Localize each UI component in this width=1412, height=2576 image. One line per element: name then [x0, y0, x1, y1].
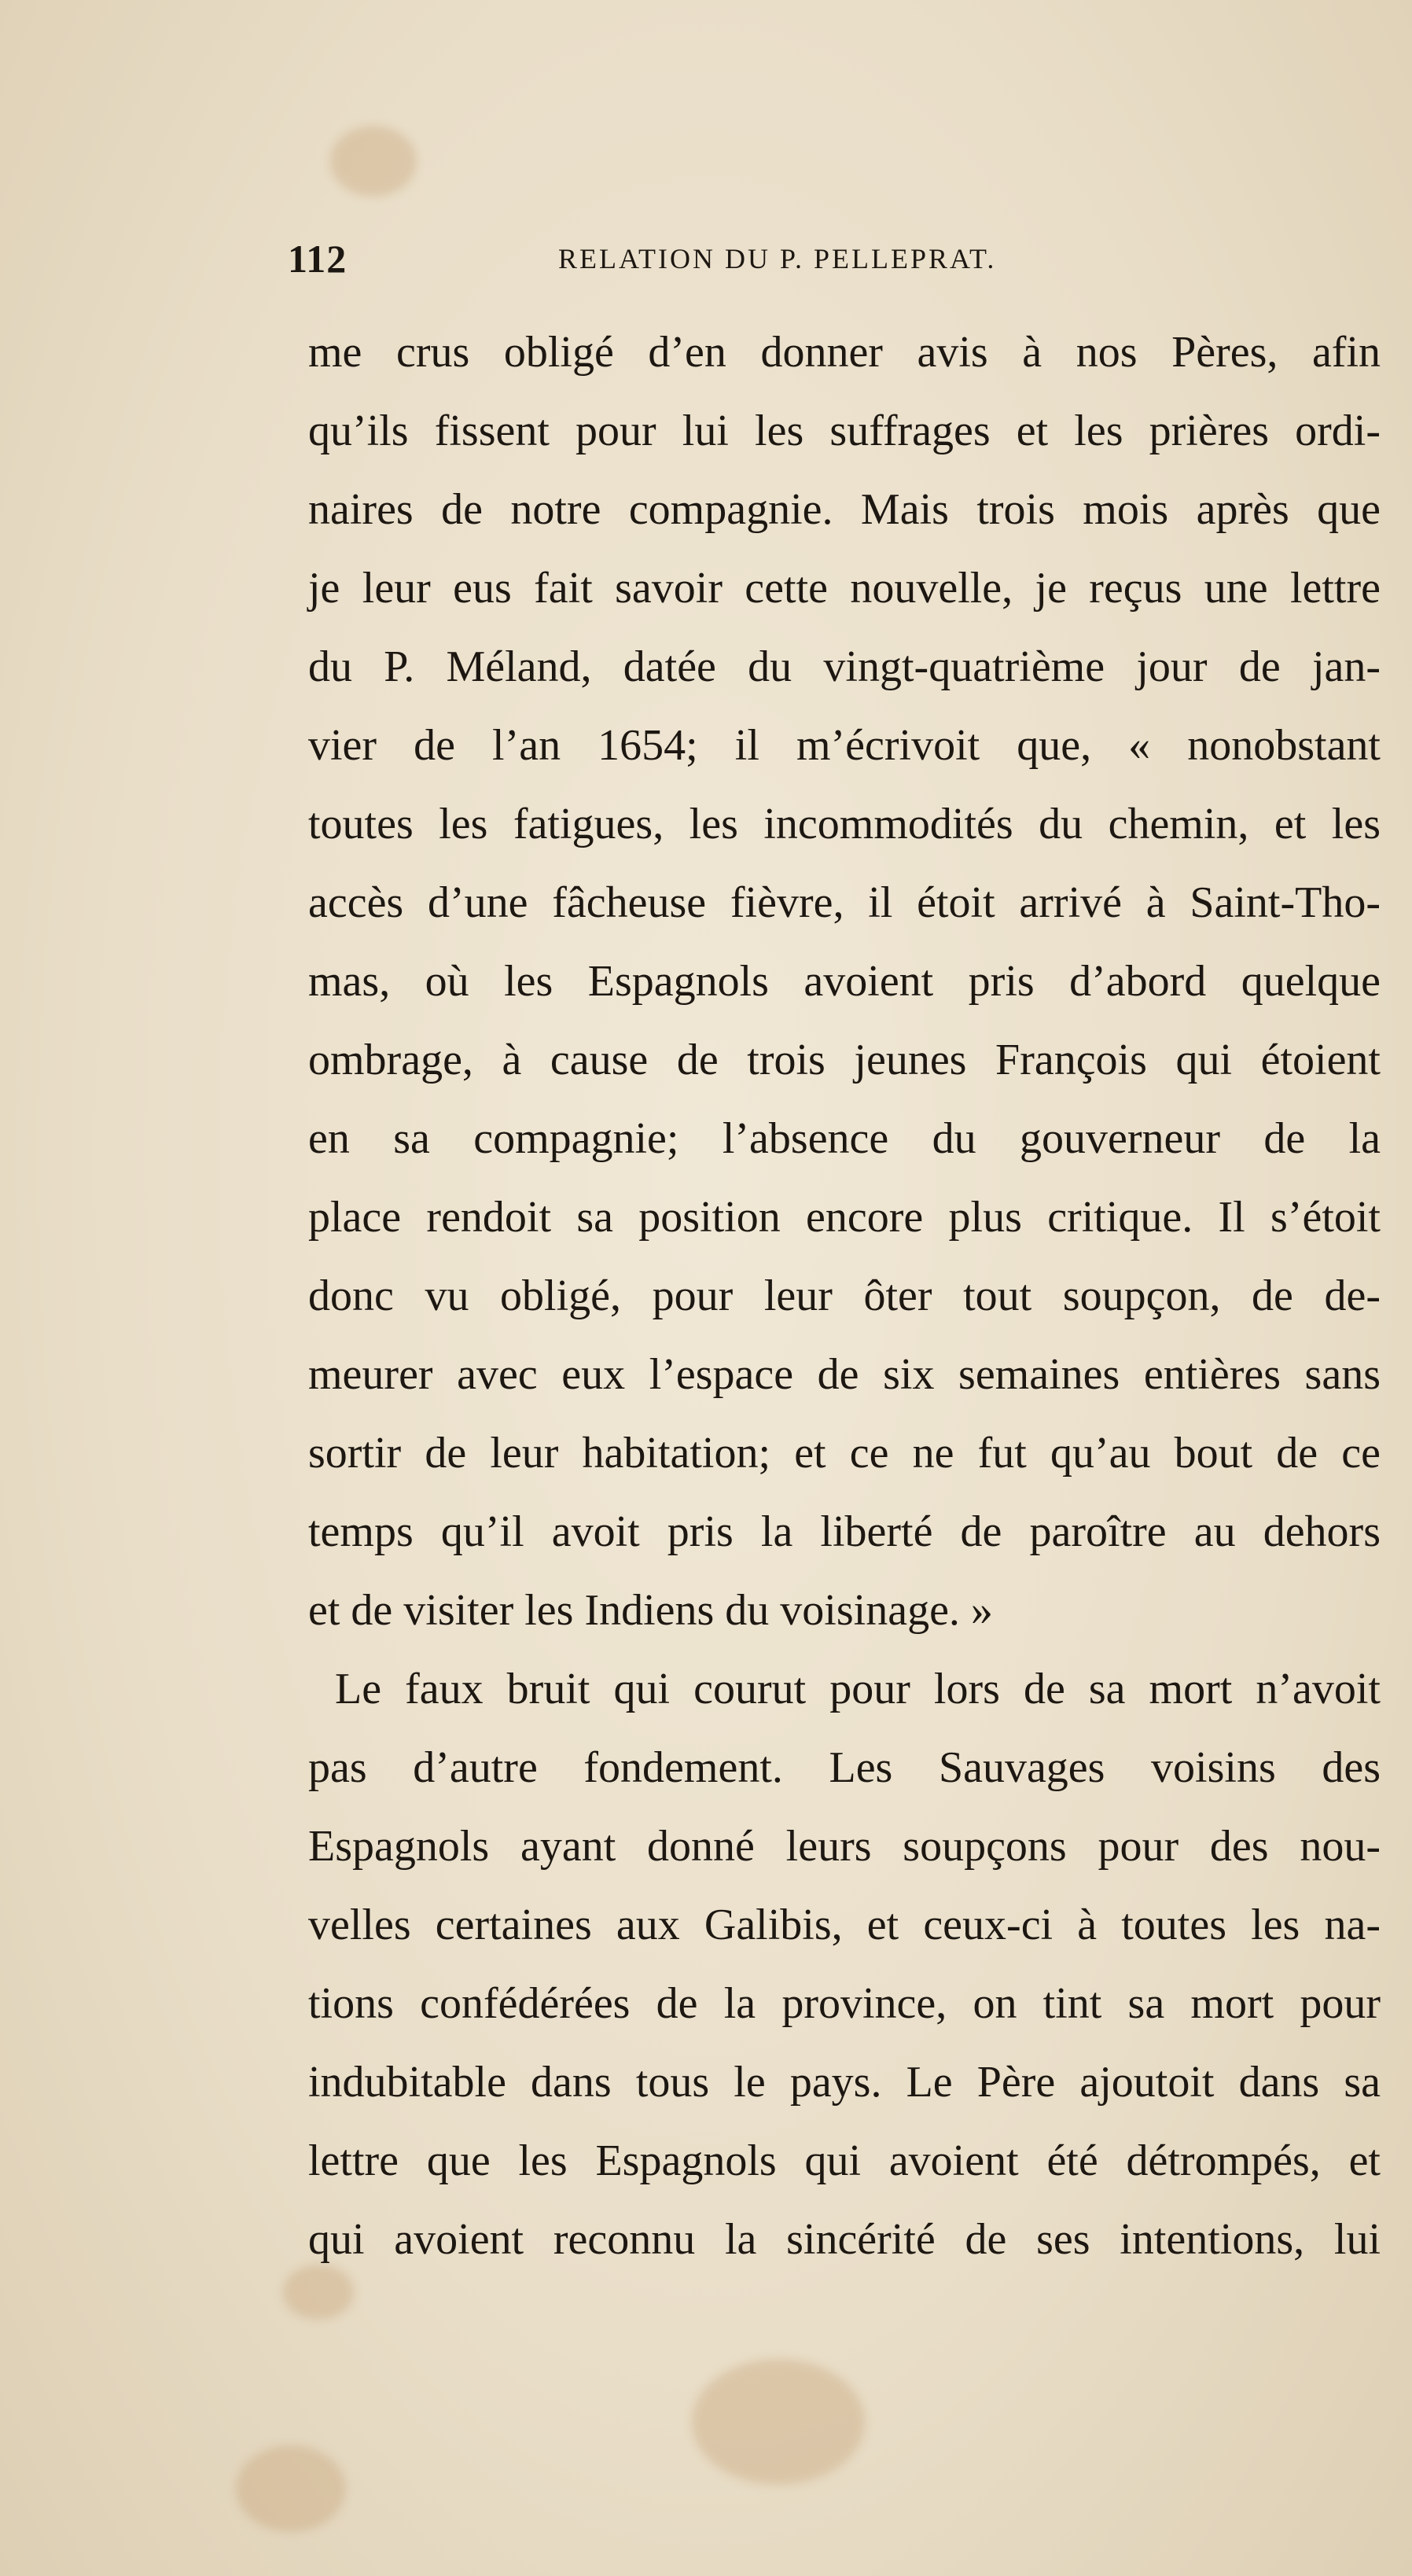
foxing-stain	[236, 2445, 346, 2532]
text-line: ombrage, à cause de trois jeunes François qui étoient	[308, 1036, 1381, 1084]
text-line: temps qu’il avoit pris la liberté de paroître au dehors	[308, 1507, 1381, 1556]
text-line: indubitable dans tous le pays. Le Père ajoutoit dans sa	[308, 2058, 1381, 2107]
text-line: du P. Méland, datée du vingt-quatrième jour de jan-	[308, 642, 1381, 691]
text-line: meurer avec eux l’espace de six semaines entières sans	[308, 1350, 1381, 1399]
text-line: donc vu obligé, pour leur ôter tout soupçon, de de-	[308, 1271, 1381, 1320]
text-line: qu’ils fissent pour lui les suffrages et les prières ordi-	[308, 407, 1381, 455]
text-line: toutes les fatigues, les incommodités du chemin, et les	[308, 800, 1381, 848]
text-line: me crus obligé d’en donner avis à nos Pères, afin	[308, 328, 1381, 377]
text-line: je leur eus fait savoir cette nouvelle, je reçus une lettre	[308, 564, 1381, 613]
text-line: mas, où les Espagnols avoient pris d’abord quelque	[308, 957, 1381, 1006]
page-header	[288, 236, 1384, 283]
text-line: naires de notre compagnie. Mais trois mois après que	[308, 485, 1381, 534]
text-line: tions confédérées de la province, on tint sa mort pour	[308, 1979, 1381, 2028]
text-line: qui avoient reconnu la sincérité de ses intentions, lui	[308, 2215, 1381, 2264]
text-line: lettre que les Espagnols qui avoient été détrompés, et	[308, 2136, 1381, 2185]
text-line: et de visiter les Indiens du voisinage. »	[308, 1586, 993, 1635]
text-line: sortir de leur habitation; et ce ne fut qu’au bout de ce	[308, 1429, 1381, 1478]
foxing-stain	[692, 2359, 865, 2485]
text-line: place rendoit sa position encore plus critique. Il s’étoit	[308, 1193, 1381, 1242]
body-text	[308, 313, 1381, 2279]
foxing-stain	[330, 126, 417, 197]
text-line: accès d’une fâcheuse fièvre, il étoit arrivé à Saint-Tho-	[308, 878, 1381, 927]
text-line: Espagnols ayant donné leurs soupçons pour des nou-	[308, 1822, 1381, 1871]
text-line: pas d’autre fondement. Les Sauvages voisins des	[308, 1743, 1381, 1792]
running-head: RELATION DU P. PELLEPRAT.	[558, 243, 997, 274]
text-line: Le faux bruit qui courut pour lors de sa mort n’avoit	[335, 1665, 1381, 1713]
page-number: 112	[288, 237, 347, 281]
text-line: en sa compagnie; l’absence du gouverneur de la	[308, 1114, 1381, 1163]
text-line: velles certaines aux Galibis, et ceux-ci à toutes les na-	[308, 1901, 1381, 1949]
text-line: vier de l’an 1654; il m’écrivoit que, « nonobstant	[308, 721, 1381, 770]
